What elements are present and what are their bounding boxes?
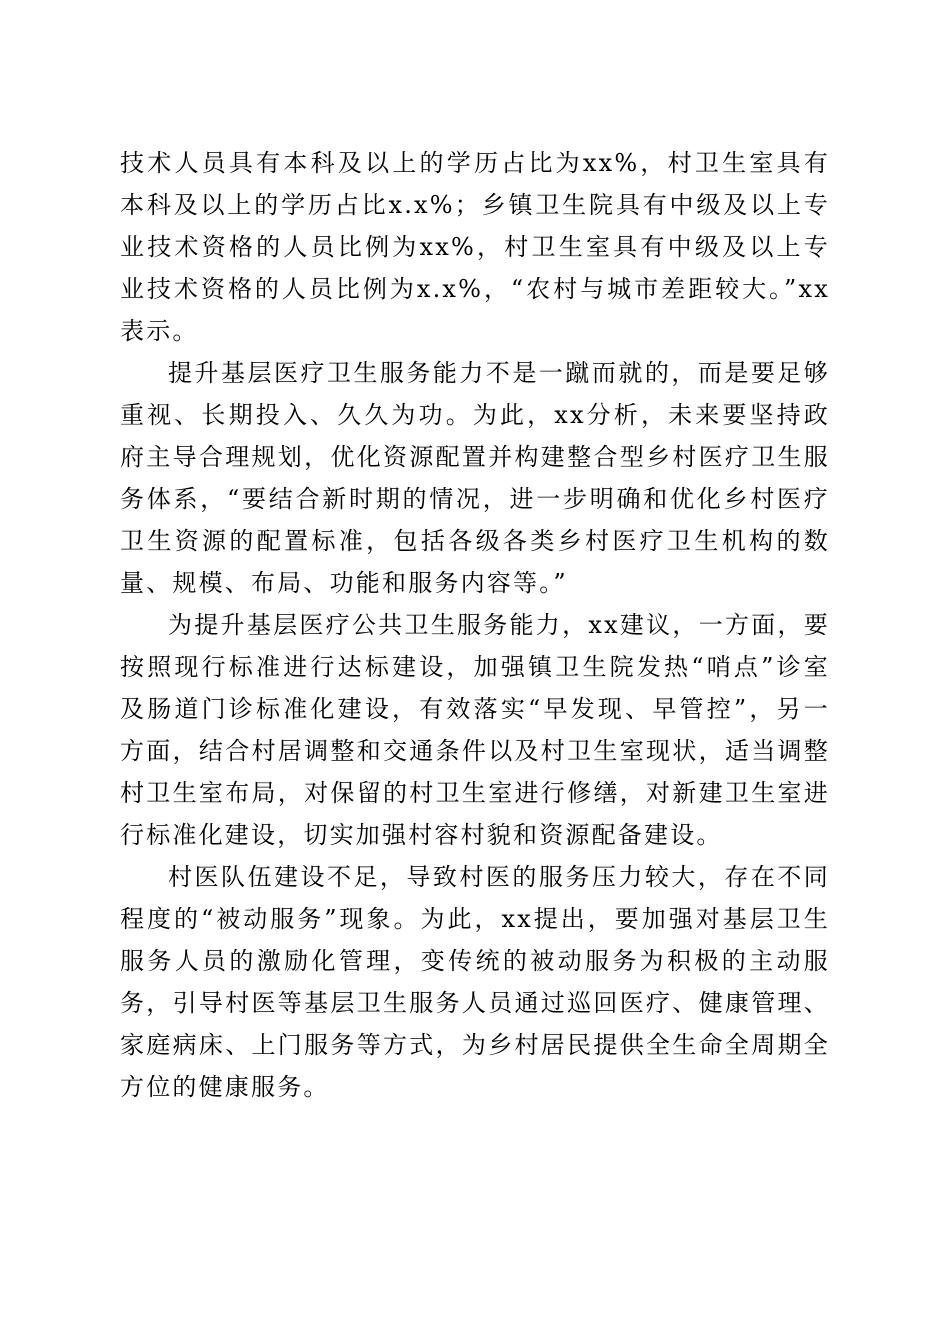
paragraph-continued: 技术人员具有本科及以上的学历占比为xx%，村卫生室具有本科及以上的学历占比x.x%；乡镇卫生院具有中级及以上专业技术资格的人员比例为xx%，村卫生室具有中级及以上专业技术资格的人员比例为x.x%，“农村与城市差距较大。”xx表示。 <box>120 149 830 345</box>
paragraph-suggestion: 为提升基层医疗公共卫生服务能力，xx建议，一方面，要按照现行标准进行达标建设，加强镇卫生院发热“哨点”诊室及肠道门诊标准化建设，有效落实“早发现、早管控”，另一方面，结合村居调整和交通条件以及村卫生室现状，适当调整村卫生室布局，对保留的村卫生室进行修缮，对新建卫生室进行标准化建设，切实加强村容村貌和资源配备建设。 <box>120 611 830 849</box>
paragraph-village-doctor: 村医队伍建设不足，导致村医的服务压力较大，存在不同程度的“被动服务”现象。为此，xx提出，要加强对基层卫生服务人员的激励化管理，变传统的被动服务为积极的主动服务，引导村医等基层卫生服务人员通过巡回医疗、健康管理、家庭病床、上门服务等方式，为乡村居民提供全生命全周期全方位的健康服务。 <box>120 863 830 1101</box>
document-body <box>120 142 830 1108</box>
paragraph-capacity: 提升基层医疗卫生服务能力不是一蹴而就的，而是要足够重视、长期投入、久久为功。为此，xx分析，未来要坚持政府主导合理规划，优化资源配置并构建整合型乡村医疗卫生服务体系，“要结合新时期的情况，进一步明确和优化乡村医疗卫生资源的配置标准，包括各级各类乡村医疗卫生机构的数量、规模、布局、功能和服务内容等。” <box>120 359 830 597</box>
